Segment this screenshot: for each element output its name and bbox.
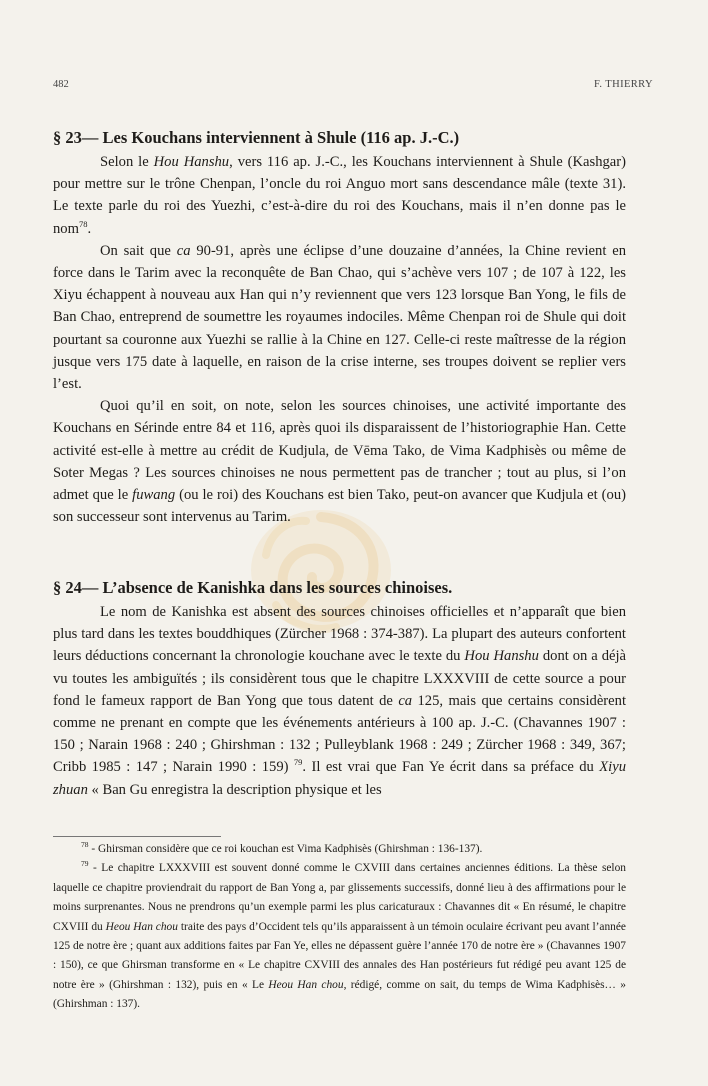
section-heading: § 23— Les Kouchans interviennent à Shule (116 ap. J.-C.) [53,128,460,147]
section-24 [53,577,626,801]
running-author: F. THIERRY [594,79,653,90]
footnote-ref: 78 [78,218,88,229]
running-head [53,79,653,93]
section-23 [53,127,626,528]
paragraph: Quoi qu’il en soit, on note, selon les sources chinoises, une activité importante des Kouchans en Sérinde entre 84 et 116, après quoi ils disparaissent de l’historiographie Han. Cette activité est-elle à mettre au crédit de Kudjula, de Vēma Tako, de Vima Kadphisès ou même de Soter Megas ? Les sources chinoises ne nous permettent pas de trancher ; tout au plus, si l’on admet que le fuwang (ou le roi) des Kouchans est bien Tako, peut-on avancer que Kudjula et (ou) son successeur sont intervenus au Tarim. [53,398,626,526]
italic-text: Hou Hanshu [464,648,539,665]
footnote: $^{79}$ - Le chapitre LXXXVIII est souvent donné comme le CXVIII dans certaines anciennes éditions. La thèse selon laquelle ce chapitre proviendrait du rapport de Ban Yong a, par glissements successifs, donné lieu à des affirmations pour le moins surprenantes. Nous ne prendrons qu’un exemple parmi les plus caricaturaux : Chavannes dit « En résumé, le chapitre CXVIII du Heou Han chou traite des pays d’Occident tels qu’ils apparaissent à un témoin oculaire écrivant peu avant l’année 125 de notre ère ; quant aux additions faites par Fan Ye, elles ne dépassent guère l’année 170 de notre ère » (Chavannes 1907 : 150), ce que Ghirsman transforme en « Le chapitre CXVIII des annales des Han postérieurs fut rédigé peu avant 125 de notre ère » (Ghirshman : 132), puis en « Le Heou Han chou, rédigé, comme on sait, du temps de Wima Kadphisès… » (Ghirshman : 137). [53,859,626,1011]
footnote-ref: 78 [81,840,89,850]
paragraph: On sait que ca 90-91, après une éclipse d’une douzaine d’années, la Chine revient en force dans le Tarim avec la reconquête de Ban Chao, qui s’achève vers 107 ; de 107 à 122, les Xiyu échappent à nouveau aux Han qui n’y reviennent que vers 123 lorsque Ban Yong, le fils de Ban Chao, entreprend de soumettre les royaumes indociles. Même Chenpan roi de Shule qui doit pourtant sa couronne aux Yuezhi se rallie à la Chine en 127. Celle-ci reste maîtresse de la région jusque vers 175 date à laquelle, en raison de la crise interne, ses troupes doivent se replier vers l’est. [53,242,626,393]
italic-text: Heou Han chou [268,978,344,991]
italic-text: Hou Hanshu [153,154,230,170]
footnote-ref: 79 [293,757,303,768]
italic-text: ca [176,242,191,259]
page-number: 482 [53,79,69,90]
footnote: $^{78}$ - Ghirsman considère que ce roi kouchan est Vima Kadphisès (Ghirshman : 136-137). [81,840,483,855]
footnote-divider [53,836,221,837]
paragraph: Le nom de Kanishka est absent des sources chinoises officielles et n’apparaît que bien plus tard dans les textes bouddhiques (Zürcher 1968 : 374-387). La plupart des auteurs confortent leurs déductions concernant la chronologie kouchane avec le texte du Hou Hanshu dont on a déjà vu toutes les ambiguïtés ; ils considèrent tous que le chapitre LXXXVIII de cette source a pour fond le fameux rapport de Ban Yong que tous datent de ca 125, mais que certains considèrent comme ne prenant en compte que les événements antérieurs à 100 ap. J.-C. (Chavannes 1907 : 150 ; Narain 1968 : 240 ; Ghirshman : 132 ; Pulleyblank 1968 : 249 ; Zürcher 1968 : 349, 367; Cribb 1985 : 147 ; Narain 1990 : 159) $^{79}$. Il est vrai que Fan Ye écrit dans sa préface du Xiyu zhuan « Ban Gu enregistra la description physique et les [53,604,627,798]
footnote-ref: 79 [81,859,89,869]
italic-text: Heou Han chou [105,920,178,933]
italic-text: Xiyu zhuan [53,759,627,798]
italic-text: fuwang [132,487,176,504]
italic-text: ca [398,692,413,709]
footnotes [53,840,626,1015]
section-heading: § 24— L’absence de Kanishka dans les sources chinoises. [53,578,453,597]
paragraph: Selon le Hou Hanshu, vers 116 ap. J.-C., les Kouchans interviennent à Shule (Kashgar) pour mettre sur le trône Chenpan, l’oncle du roi Anguo mort sans descendance mâle (texte 31). Le texte parle du roi des Yuezhi, c’est-à-dire du roi des Kouchans, mais il n’en donne pas le nom$^{78}$. [53,154,626,237]
